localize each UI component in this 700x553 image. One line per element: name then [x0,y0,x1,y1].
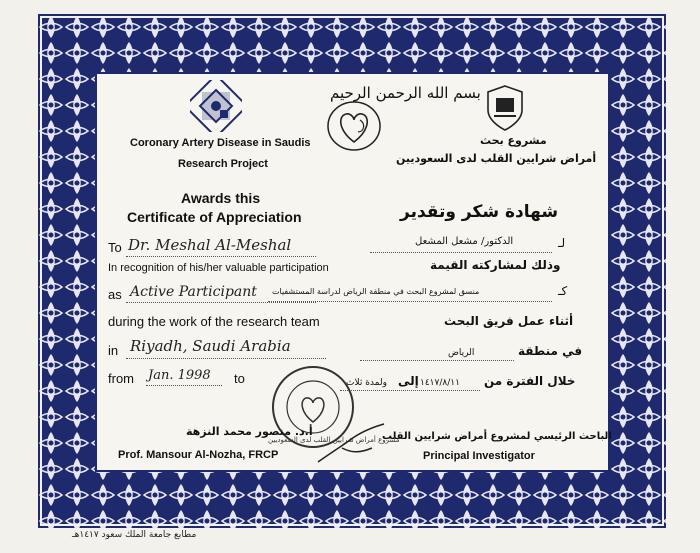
research-project-logo [190,80,242,132]
ar-period-from: ١٤١٧/٨/١١ [420,378,460,388]
heart-stethoscope-icon [326,100,382,152]
from-label: from [108,371,134,386]
ar-project-subtitle: أمراض شرايين القلب لدى السعوديين [396,152,597,165]
as-label: as [108,287,122,302]
ar-to-label: لـ [558,236,566,250]
stamp-text: مشروع أمراض شرايين القلب لدى السعوديين [268,436,400,444]
printer-note: مطابع جامعة الملك سعود ١٤١٧هـ [72,530,197,540]
during-text: during the work of the research team [108,314,320,329]
ar-to-underline [370,252,552,253]
ar-region-underline [360,360,514,361]
location-value: Riyadh, Saudi Arabia [130,337,291,355]
as-underline [126,302,316,303]
ar-certificate-title: شهادة شكر وتقدير [400,202,559,222]
pi-ar-title: الباحث الرئيسي لمشروع أمراض شرايين القلب [382,431,612,442]
ar-role: منسق لمشروع البحث في منطقة الرياض لدراسة المستشفيات [272,287,480,296]
ar-period-label: خلال الفترة من [484,374,576,388]
ar-period-underline [340,390,480,391]
ar-project-title: مشروع بحث [480,134,547,147]
ar-as-underline [268,301,552,302]
ar-period-to-label: إلى [398,374,419,388]
signer-en-name: Prof. Mansour Al-Nozha, FRCP [118,449,279,461]
in-label: in [108,343,119,358]
from-underline [146,385,222,386]
ar-region-value: الرياض [448,348,475,358]
basmala: بسم الله الرحمن الرحيم [330,84,481,102]
project-title: Coronary Artery Disease in Saudis [130,137,311,149]
certificate-title: Certificate of Appreciation [127,209,302,225]
pi-en-title: Principal Investigator [423,450,535,462]
ar-during: أثناء عمل فريق البحث [444,314,574,328]
ar-period-to-value: ولمدة ثلاث [346,378,387,388]
project-subtitle: Research Project [178,158,268,170]
ar-region-label: في منطقة [518,344,583,358]
signer-ar-name: أ.د. منصور محمد النزهة [186,425,313,438]
ar-valuable: وذلك لمشاركته القيمة [430,258,561,272]
ar-recipient: الدكتور/ مشعل المشعل [415,236,514,247]
awards-line: Awards this [181,190,261,206]
ar-as-label: كـ [558,284,568,298]
to-date-label: to [234,371,245,386]
to-underline [126,256,316,257]
signature [312,418,392,468]
to-label: To [108,240,122,255]
from-date: Jan. 1998 [148,368,211,383]
recognition-text: In recognition of his/her valuable participation [108,262,329,274]
recipient-name: Dr. Meshal Al-Meshal [128,236,292,254]
participation-role: Active Participant [130,284,257,300]
university-crest-icon [484,84,526,132]
in-underline [126,358,326,359]
